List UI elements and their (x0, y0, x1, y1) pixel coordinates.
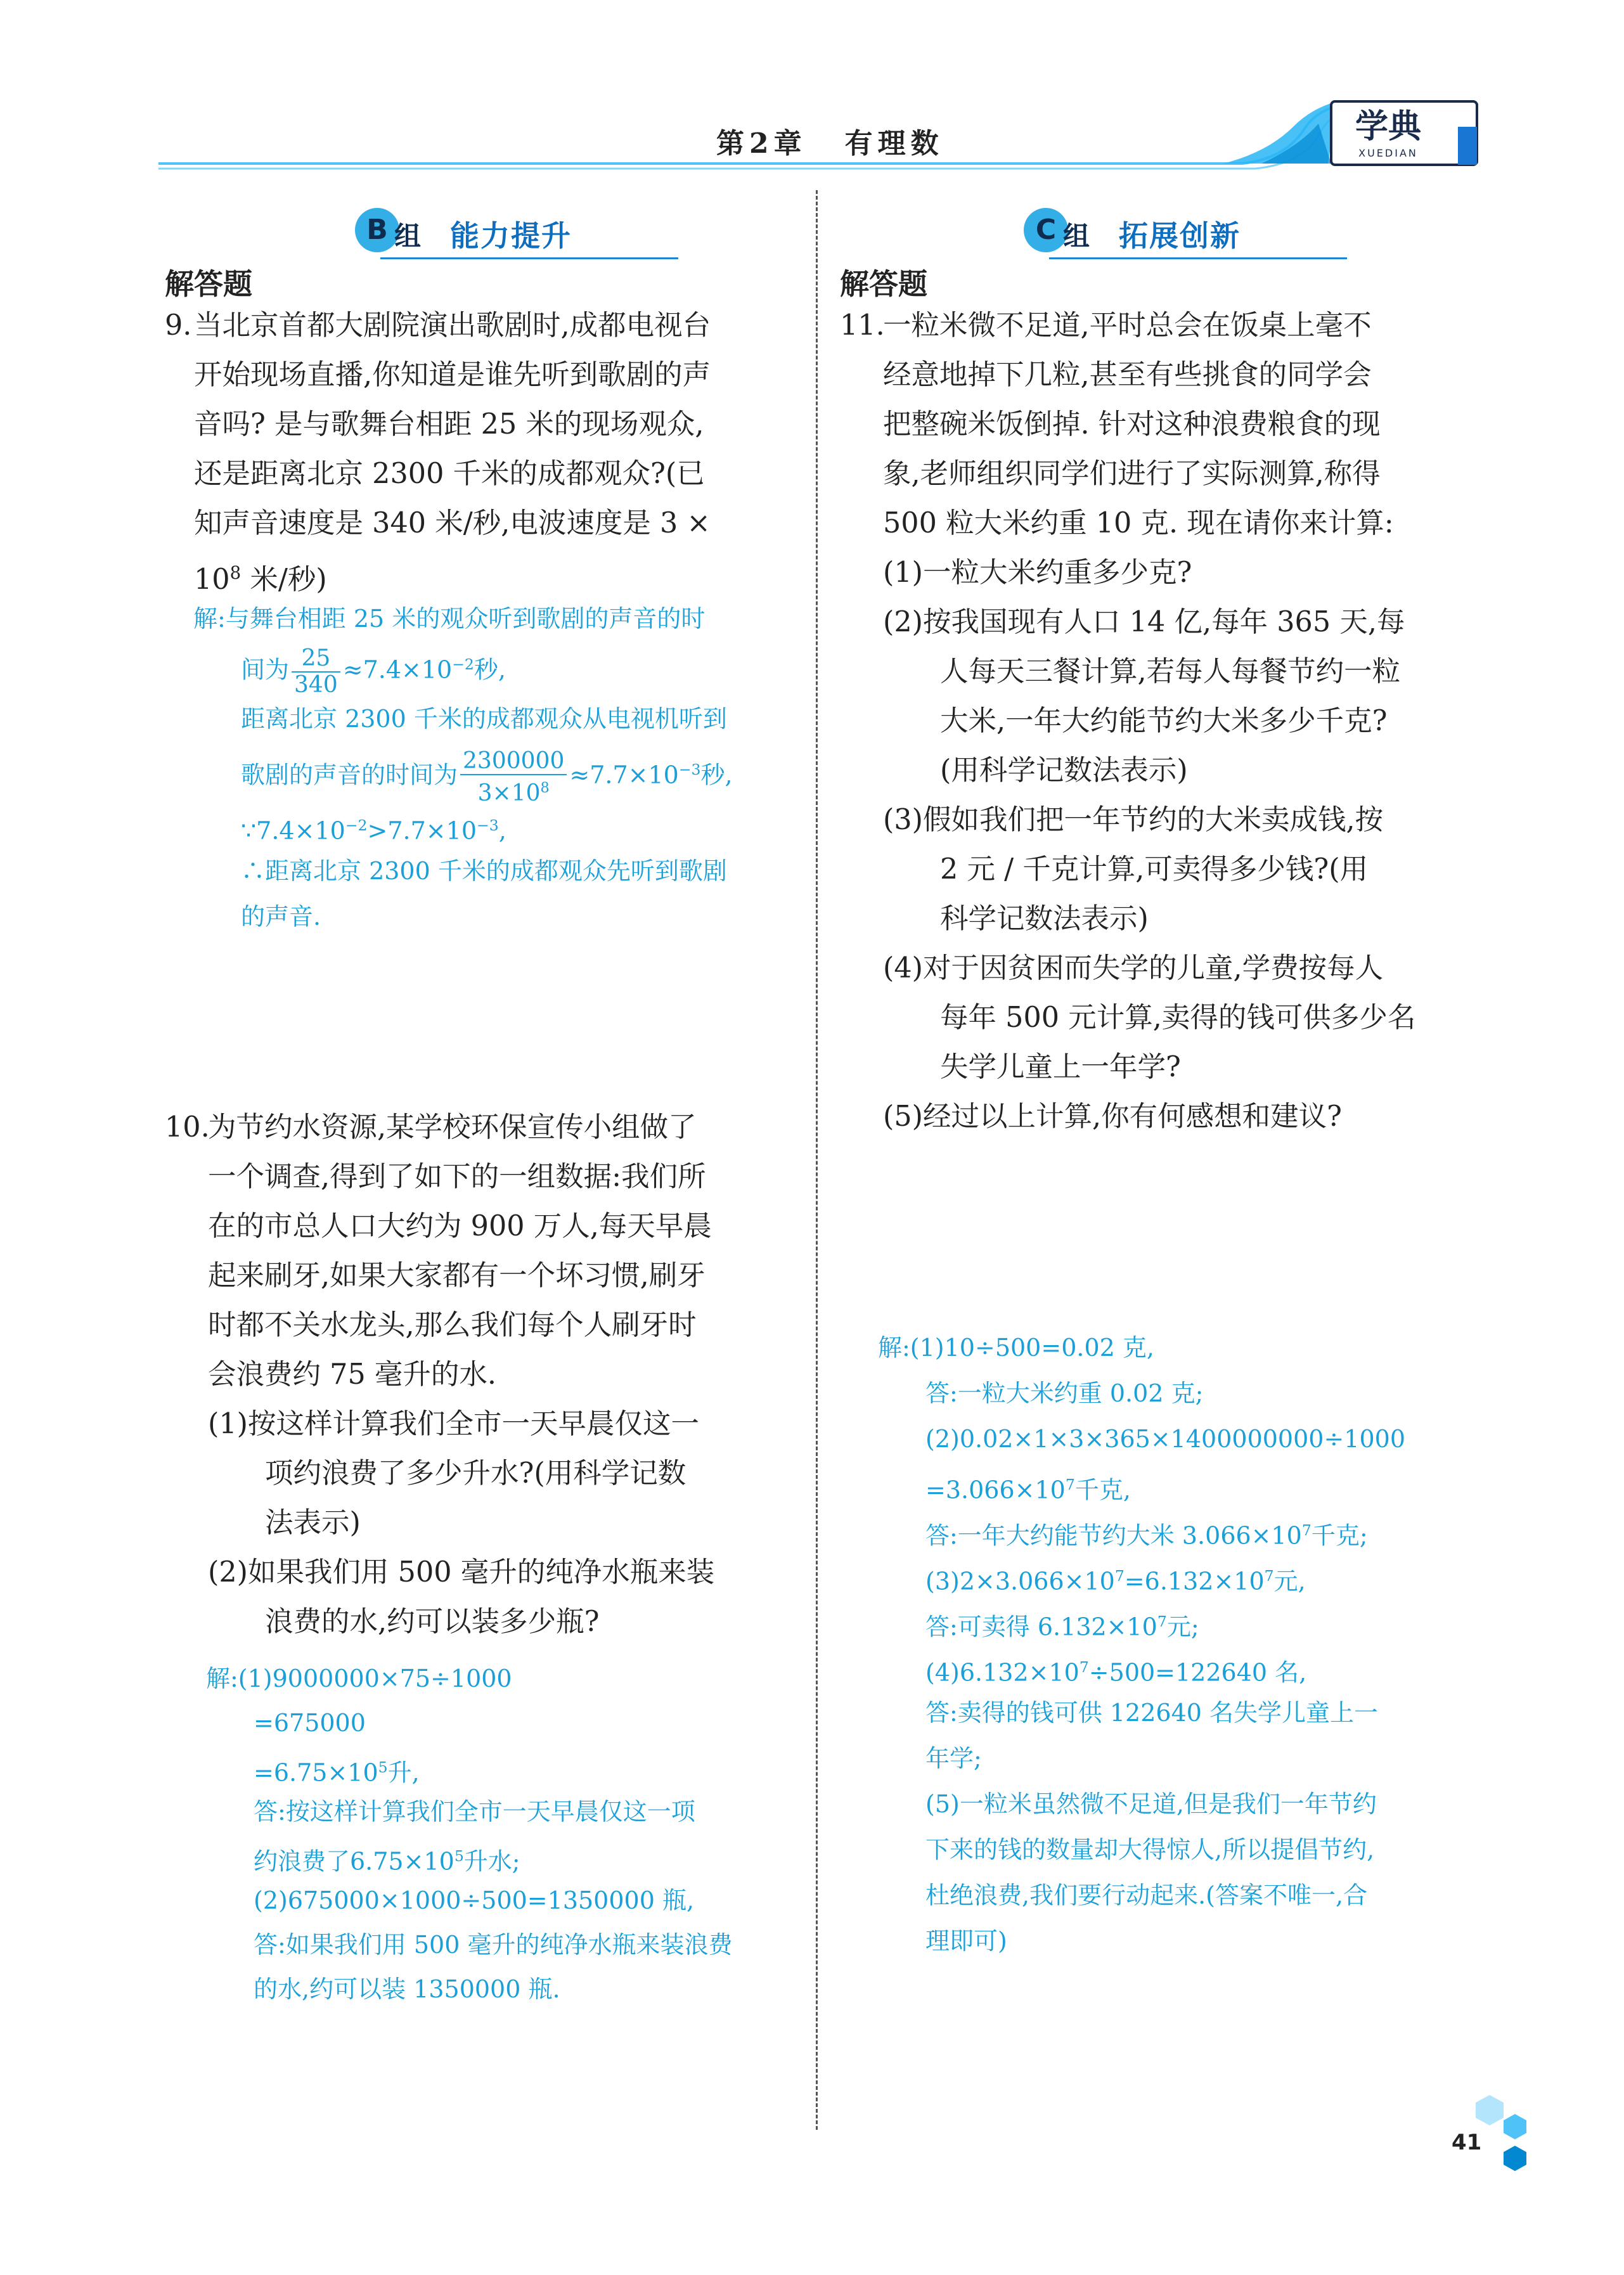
question-number: 10. (165, 1111, 210, 1144)
answer-line: (2)675000×1000÷500=1350000 瓶, (254, 1886, 695, 1914)
answer-line: 理即可) (925, 1927, 1007, 1955)
question-number: 11. (840, 309, 885, 342)
fraction: $\frac{25}{340}$ (292, 646, 340, 698)
question-line: 为节约水资源,某学校环保宣传小组做了 (208, 1111, 697, 1144)
fraction: $\frac{2300000}{3\times 10^8}$ (460, 749, 567, 806)
question-line: 会浪费约 75 毫升的水. (208, 1358, 497, 1391)
brand-name: 学典 (1355, 107, 1421, 146)
answer-11 (878, 1325, 1505, 1959)
question-line: 开始现场直播,你知道是谁先听到歌剧的声 (194, 359, 711, 391)
question-number: 9. (165, 309, 192, 342)
sub-question-line: 浪费的水,约可以装多少瓶? (265, 1606, 600, 1638)
sub-question-5: (5)经过以上计算,你有何感想和建议? (883, 1100, 1343, 1133)
group-b-heading (355, 202, 685, 259)
group-underline (1049, 257, 1347, 259)
answer-line: 歌剧的声音的时间为 $\frac{2300000}{3\times 10^8}$ $\approx 7.7\times 10^{-3}$秒, (241, 747, 733, 806)
group-underline (380, 257, 678, 259)
answer-line: 答:一年大约能节约大米 $3.066\times 10^7$千克; (925, 1521, 1368, 1550)
answer-line: 解:与舞台相距 25 米的观众听到歌剧的声音的时 (193, 605, 706, 633)
brand-name-latin: XUEDIAN (1358, 147, 1418, 159)
answer-line: (5)一粒米虽然微不足道,但是我们一年节约 (925, 1790, 1377, 1818)
question-line: 500 粒大米约重 10 克. 现在请你来计算: (883, 507, 1394, 539)
question-line: 在的市总人口大约为 900 万人,每天早晨 (208, 1210, 712, 1242)
sub-question-1 (208, 1400, 810, 1548)
answer-10 (206, 1656, 821, 2049)
answer-line: $(4)6.132\times 10^7\div 500=122640$ 名, (925, 1658, 1307, 1687)
answer-line: 的声音. (241, 903, 321, 931)
sub-question-1: (1)一粒大米约重多少克? (883, 557, 1192, 589)
answer-line: $\because 7.4\times 10^{-2}>7.7\times 10^{-3}$, (241, 816, 506, 845)
question-line: $10^8$ 米/秒) (194, 562, 327, 596)
group-label: 组 (394, 221, 422, 252)
group-label: 组 (1063, 221, 1090, 252)
answer-line: ∴距离北京 2300 千米的成都观众先听到歌剧 (241, 857, 727, 885)
chapter-heading (716, 120, 944, 161)
question-line: 当北京首都大剧院演出歌剧时,成都电视台 (194, 309, 711, 342)
answer-line: $=3.066\times 10^7$千克, (925, 1476, 1131, 1504)
group-title: 拓展创新 (1119, 219, 1241, 253)
page-header (0, 0, 1624, 190)
sub-question-2 (208, 1548, 810, 1647)
group-title: 能力提升 (450, 219, 572, 253)
answer-line: 答:可卖得 $6.132\times 10^7$元; (925, 1613, 1199, 1641)
sub-question-line: (1)按这样计算我们全市一天早晨仅这一 (208, 1408, 700, 1440)
answer-line: 距离北京 2300 千米的成都观众从电视机听到 (241, 705, 727, 733)
answer-line: $=6.75\times 10^5$升, (254, 1758, 420, 1787)
question-line: 一粒米微不足道,平时总会在饭桌上毫不 (883, 309, 1372, 342)
chapter-title: 有理数 (844, 127, 944, 160)
chapter-number: 第2章 (716, 127, 807, 160)
question-line: 起来刷牙,如果大家都有一个坏习惯,刷牙 (208, 1260, 706, 1292)
answer-line: 年学; (925, 1744, 982, 1772)
answer-line: =675000 (254, 1709, 366, 1737)
sub-question-line: 法表示) (265, 1507, 361, 1539)
question-line: 还是距离北京 2300 千米的成都观众?(已 (194, 458, 705, 490)
answer-line: 答:一粒大米约重 0.02 克; (925, 1379, 1204, 1407)
answer-line: $(3)2\times 3.066\times 10^7=6.132\times 10^7$元, (925, 1567, 1306, 1595)
answer-line: 间为 $\frac{25}{340}$ $\approx 7.4\times 10^{-2}$秒, (241, 645, 506, 699)
answer-line: 解:(1)9000000×75÷1000 (206, 1665, 512, 1692)
page-number: 41 (1452, 2130, 1482, 2155)
sub-question-line: (2)如果我们用 500 毫升的纯净水瓶来装 (208, 1556, 715, 1589)
question-line: 时都不关水龙头,那么我们每个人刷牙时 (208, 1309, 697, 1341)
answer-line: 约浪费了$6.75\times 10^5$升水; (254, 1847, 520, 1876)
question-line: 知声音速度是 340 米/秒,电波速度是 3 × (194, 507, 711, 539)
sub-question-line: 项约浪费了多少升水?(用科学记数 (265, 1457, 686, 1490)
question-line: 经意地掉下几粒,甚至有些挑食的同学会 (883, 359, 1372, 391)
question-line: 音吗? 是与歌舞台相距 25 米的现场观众, (194, 408, 704, 441)
answer-line: 解:(1)10÷500=0.02 克, (878, 1334, 1154, 1362)
answer-line: (2)0.02×1×3×365×1400000000÷1000 (925, 1425, 1405, 1453)
question-line: 象,老师组织同学们进行了实际测算,称得 (883, 458, 1381, 490)
group-badge: B (355, 208, 399, 252)
answer-line: 答:如果我们用 500 毫升的纯净水瓶来装浪费 (254, 1931, 733, 1959)
sub-question-3: (3)假如我们把一年节约的大米卖成钱,按 2 元 / 千克计算,可卖得多少钱?(用 科学记数法表示) (883, 804, 1384, 935)
sub-question-4: (4)对于因贫困而失学的儿童,学费按每人 每年 500 元计算,卖得的钱可供多少名 失学儿童上一年学? (883, 952, 1416, 1083)
answer-line: 答:按这样计算我们全市一天早晨仅这一项 (254, 1798, 695, 1826)
question-line: 一个调查,得到了如下的一组数据:我们所 (208, 1161, 706, 1193)
section-label: 解答题 (165, 267, 252, 301)
answer-line: 杜绝浪费,我们要行动起来.(答案不唯一,合 (925, 1881, 1368, 1909)
sub-question-2: (2)按我国现有人口 14 亿,每年 365 天,每 人每天三餐计算,若每人每餐节约一粒 大米,一年大约能节约大米多少千克? (用科学记数法表示) (883, 606, 1405, 787)
answer-line: 下来的钱的数量却大得惊人,所以提倡节约, (925, 1836, 1375, 1864)
answer-line: 的水,约可以装 1350000 瓶. (254, 1975, 560, 2003)
answer-line: 答:卖得的钱可供 122640 名失学儿童上一 (925, 1699, 1379, 1727)
group-badge: C (1024, 208, 1068, 252)
question-line: 把整碗米饭倒掉. 针对这种浪费粮食的现 (883, 408, 1381, 441)
answer-9 (193, 596, 821, 951)
group-c-heading (1024, 202, 1353, 259)
section-label: 解答题 (840, 267, 927, 301)
brand-logo (1325, 106, 1452, 170)
